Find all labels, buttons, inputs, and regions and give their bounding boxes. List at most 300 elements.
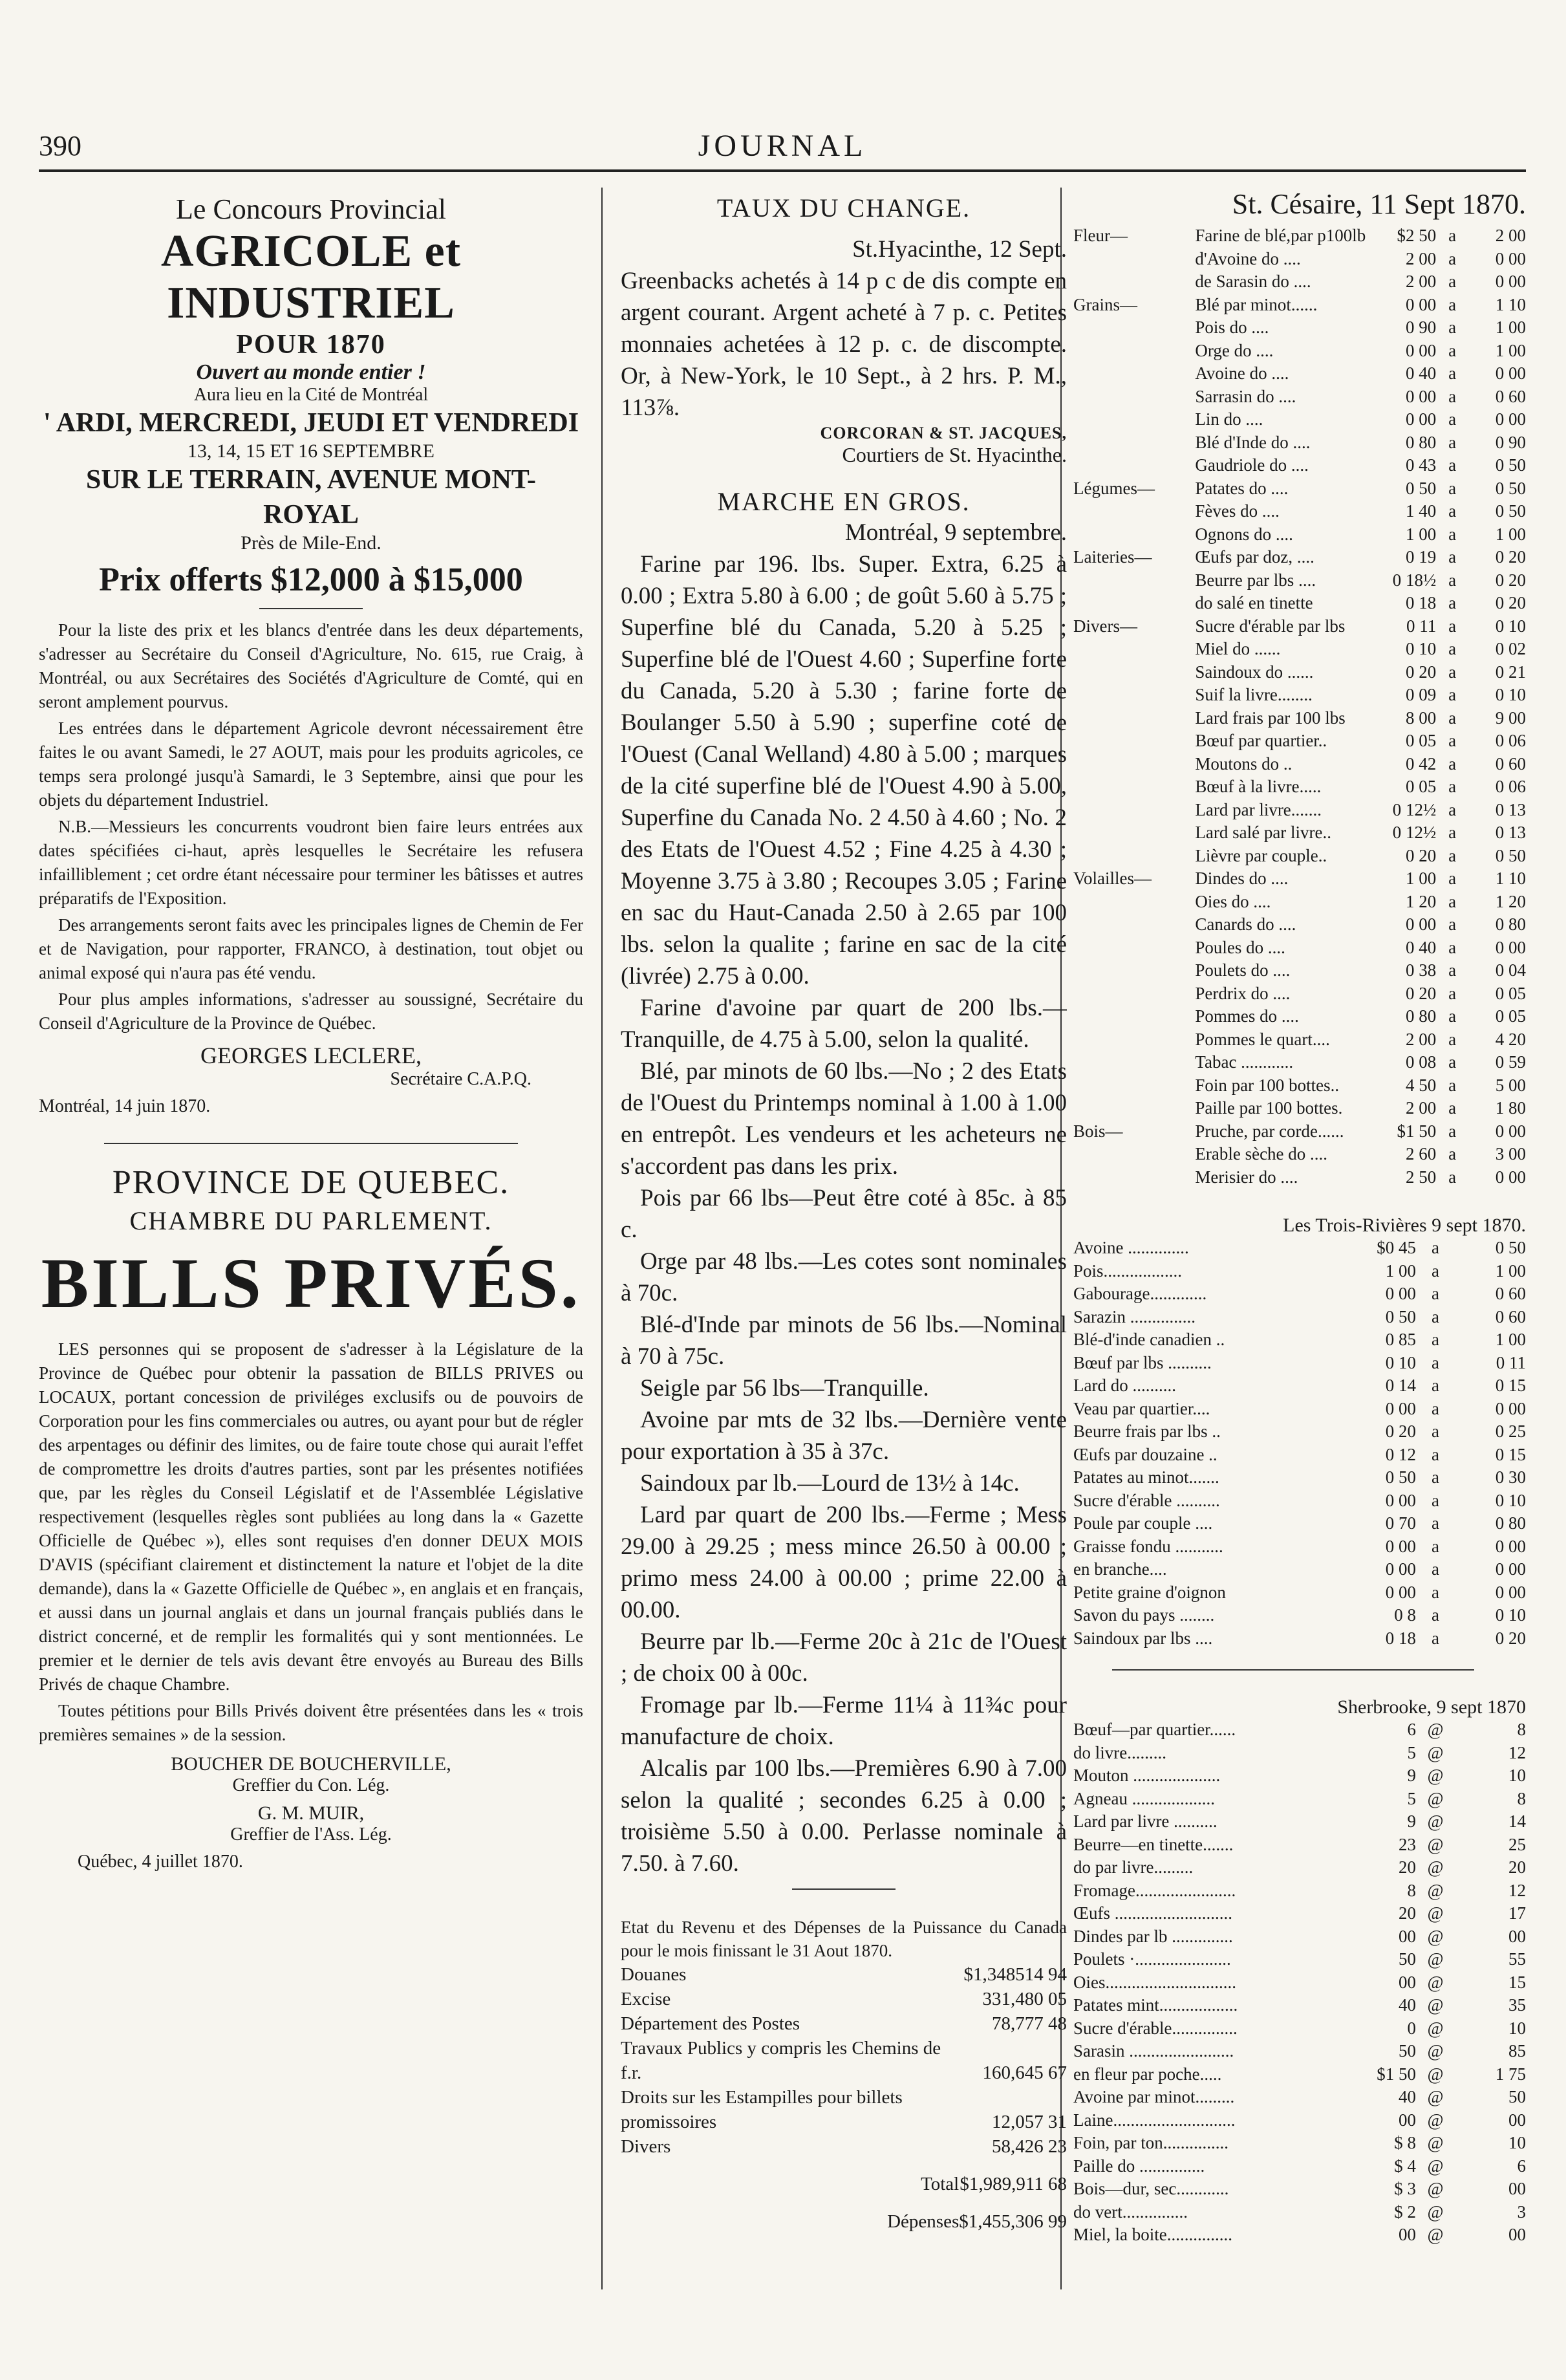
price-low: 0 00 bbox=[1385, 1559, 1416, 1579]
journal-title: JOURNAL bbox=[698, 129, 867, 163]
price-low: 0 70 bbox=[1385, 1513, 1416, 1533]
price-row bbox=[1073, 1282, 1526, 1306]
price-category bbox=[1073, 821, 1195, 845]
price-high: 1 00 bbox=[1495, 1260, 1526, 1281]
price-row bbox=[1073, 2223, 1526, 2247]
price-row bbox=[1073, 2109, 1526, 2132]
signer-name: G. M. MUIR, bbox=[257, 1802, 365, 1824]
price-low: 40 bbox=[1399, 1995, 1416, 2015]
price-item: Oies do .... bbox=[1195, 891, 1271, 911]
price-low: 0 8 bbox=[1394, 1605, 1416, 1625]
price-low: 00 bbox=[1399, 2110, 1416, 2130]
price-separator: a bbox=[1448, 386, 1457, 406]
price-high: 00 bbox=[1508, 2225, 1526, 2244]
price-low: 1 00 bbox=[1385, 1260, 1416, 1281]
price-high: 0 20 bbox=[1495, 593, 1526, 612]
province-title: PROVINCE DE QUEBEC. bbox=[112, 1164, 510, 1201]
price-separator: a bbox=[1448, 547, 1457, 567]
ad-paragraph: N.B.—Messieurs les concurrents voudront bien faire leurs entrées aux dates spécifiées ci-haut, après lesquelles le Secrétaire les refusera infailliblement ; cet ordre étant nécessaire pour terminer les bâtisses et autres préparatifs de l'Exposition. bbox=[39, 817, 583, 908]
price-item: Fromage....................... bbox=[1073, 1880, 1236, 1900]
price-high: 15 bbox=[1508, 1972, 1526, 1992]
market-paragraph: Farine par 196. lbs. Super. Extra, 6.25 à 0.00 ; Extra 5.80 à 6.00 ; de goût 5.60 à 5.75 ; Superfine blé du Canada, 5.20 à 5.25 ; Superfine blé de l'Ouest 4.60 ; Superfine forte du Canada, 5.20 à 5.30 ; farine forte de Boulanger 5.50 à 5.90 ; superfine coté de l'Ouest (Canal Welland) 4.80 à 5.00 ; marques de la cité superfine blé de l'Ouest 4.90 à 5.00, Superfine du Canada No. 2 4.50 à 4.60 ; No. 2 des Etats de l'Ouest 4.52 ; Fine 4.25 à 4.30 ; Moyenne 3.75 à 3.80 ; Recoupes 3.05 ; Farine en sac du Haut-Canada 2.50 à 2.65 par 100 lbs. selon la qualite ; farine en sac de la cité (livrée) 2.75 à 0.00. bbox=[621, 551, 1067, 990]
price-item: Pois.................. bbox=[1073, 1260, 1183, 1281]
price-low: 8 00 bbox=[1405, 708, 1437, 728]
market-body bbox=[621, 548, 1067, 1879]
price-item: Avoine .............. bbox=[1073, 1238, 1189, 1257]
price-separator: @ bbox=[1427, 1903, 1444, 1923]
price-item: Sarazin ............... bbox=[1073, 1306, 1196, 1326]
price-high: 0 11 bbox=[1496, 1352, 1526, 1372]
price-low: 0 00 bbox=[1405, 409, 1437, 429]
finance-row bbox=[621, 2134, 1067, 2159]
bills-title: BILLS PRIVÉS. bbox=[41, 1244, 581, 1323]
price-item: Lard par livre....... bbox=[1195, 799, 1322, 819]
divider bbox=[1112, 1669, 1474, 1671]
price-low: 20 bbox=[1399, 1903, 1416, 1923]
price-low: 0 18 bbox=[1405, 593, 1437, 612]
price-category bbox=[1073, 340, 1195, 363]
price-category bbox=[1073, 385, 1195, 409]
price-high: 0 50 bbox=[1495, 845, 1526, 865]
price-item: Blé d'Inde do .... bbox=[1195, 432, 1311, 452]
price-low: 0 19 bbox=[1405, 547, 1437, 567]
price-high: 1 10 bbox=[1495, 294, 1526, 314]
price-high: 0 02 bbox=[1495, 639, 1526, 658]
finance-table bbox=[621, 1962, 1067, 2234]
price-item: Savon du pays ........ bbox=[1073, 1605, 1215, 1625]
price-separator: a bbox=[1448, 1052, 1457, 1072]
price-row bbox=[1073, 1558, 1526, 1581]
price-separator: @ bbox=[1427, 1812, 1444, 1831]
price-category: Grains— bbox=[1073, 294, 1137, 314]
price-row bbox=[1073, 500, 1526, 523]
finance-label: Département des Postes bbox=[621, 2013, 800, 2034]
price-low: 0 20 bbox=[1405, 983, 1437, 1003]
price-item: Poulets ·...................... bbox=[1073, 1949, 1231, 1969]
price-row bbox=[1073, 385, 1526, 409]
price-low: 0 85 bbox=[1385, 1330, 1416, 1349]
price-category bbox=[1073, 638, 1195, 661]
price-category bbox=[1073, 1028, 1195, 1052]
price-high: 0 00 bbox=[1495, 1536, 1526, 1556]
finance-label: Divers bbox=[621, 2136, 671, 2157]
ad-venue: SUR LE TERRAIN, AVENUE MONT-ROYAL bbox=[86, 465, 536, 530]
price-low: 0 00 bbox=[1405, 340, 1437, 360]
price-item: Petite graine d'oignon bbox=[1073, 1582, 1226, 1602]
price-item: Mouton .................... bbox=[1073, 1766, 1221, 1785]
price-high: 0 00 bbox=[1495, 937, 1526, 957]
price-separator: @ bbox=[1427, 2087, 1444, 2106]
price-high: 6 bbox=[1517, 2156, 1526, 2176]
price-low: 0 20 bbox=[1405, 662, 1437, 682]
price-item: Bœuf par lbs .......... bbox=[1073, 1352, 1212, 1372]
price-item: Blé par minot...... bbox=[1195, 294, 1318, 314]
price-separator: a bbox=[1448, 639, 1457, 658]
price-high: 0 00 bbox=[1495, 1121, 1526, 1141]
price-item: Suif la livre........ bbox=[1195, 685, 1313, 704]
price-row bbox=[1073, 523, 1526, 546]
price-row bbox=[1073, 2040, 1526, 2063]
price-row bbox=[1073, 1444, 1526, 1467]
ad-title-line4: Ouvert au monde entier ! bbox=[196, 360, 426, 384]
price-high: 0 10 bbox=[1495, 1605, 1526, 1625]
finance-value: 78,777 48 bbox=[992, 2013, 1067, 2034]
ad-paragraph: Pour la liste des prix et les blancs d'entrée dans les deux départements, s'adresser au Secrétaire du Conseil d'Agriculture, No. 615, rue Craig, à Montréal, ou aux Secrétaires des Sociétés d'Agriculture de Comté, qui en seront amplement pourvus. bbox=[39, 620, 583, 711]
market-paragraph: Avoine par mts de 32 lbs.—Dernière vente pour exportation à 35 à 37c. bbox=[621, 1407, 1067, 1465]
finance-value: 58,426 23 bbox=[992, 2136, 1067, 2157]
price-high: 8 bbox=[1517, 1788, 1526, 1808]
bills-paragraph: Toutes pétitions pour Bills Privés doivent être présentées dans les « trois premières semaines » de la session. bbox=[39, 1701, 583, 1744]
price-row bbox=[1073, 1742, 1526, 1765]
price-category: Volailles— bbox=[1073, 869, 1152, 888]
price-high: 0 25 bbox=[1495, 1422, 1526, 1441]
price-high: 0 00 bbox=[1495, 1559, 1526, 1579]
price-row bbox=[1073, 294, 1526, 317]
price-item: Poules do .... bbox=[1195, 937, 1285, 957]
price-separator: a bbox=[1448, 845, 1457, 865]
price-high: 0 60 bbox=[1495, 1284, 1526, 1303]
price-row bbox=[1073, 248, 1526, 271]
price-separator: a bbox=[1432, 1444, 1439, 1464]
price-item: do livre......... bbox=[1073, 1742, 1166, 1762]
price-low: 0 40 bbox=[1405, 937, 1437, 957]
price-high: 0 15 bbox=[1495, 1376, 1526, 1395]
price-separator: a bbox=[1448, 501, 1457, 521]
price-separator: a bbox=[1432, 1628, 1439, 1648]
price-low: 0 14 bbox=[1385, 1376, 1416, 1395]
page-number: 390 bbox=[39, 130, 81, 162]
price-low: 0 00 bbox=[1385, 1284, 1416, 1303]
price-high: 0 20 bbox=[1495, 570, 1526, 590]
price-low: 1 00 bbox=[1405, 524, 1437, 544]
price-row bbox=[1073, 1051, 1526, 1074]
price-row bbox=[1073, 477, 1526, 501]
price-low: 0 38 bbox=[1405, 960, 1437, 980]
price-low: 4 50 bbox=[1405, 1075, 1437, 1095]
price-category: Bois— bbox=[1073, 1121, 1123, 1141]
price-item: Beurre par lbs .... bbox=[1195, 570, 1316, 590]
price-separator: a bbox=[1448, 960, 1457, 980]
market-paragraph: Blé-d'Inde par minots de 56 lbs.—Nominal à 70 à 75c. bbox=[621, 1312, 1067, 1370]
price-separator: a bbox=[1432, 1467, 1439, 1487]
finance-label: Travaux Publics y compris les Chemins de f.r. bbox=[621, 2038, 941, 2083]
price-low: $ 8 bbox=[1394, 2133, 1416, 2152]
price-high: 10 bbox=[1508, 1766, 1526, 1785]
price-category bbox=[1073, 1074, 1195, 1098]
price-item: Farine de blé,par p100lb bbox=[1195, 226, 1366, 245]
header-rule bbox=[39, 169, 1526, 172]
price-item: Foin, par ton............... bbox=[1073, 2133, 1228, 2152]
price-row bbox=[1073, 1328, 1526, 1352]
ad-title-line2: AGRICOLE et INDUSTRIEL bbox=[160, 226, 462, 328]
price-high: 0 90 bbox=[1495, 432, 1526, 452]
price-low: 0 00 bbox=[1405, 386, 1437, 406]
price-high: 10 bbox=[1508, 2018, 1526, 2038]
price-separator: a bbox=[1448, 891, 1457, 911]
market-paragraph: Lard par quart de 200 lbs.—Ferme ; Mess 29.00 à 29.25 ; mess mince 26.50 à 00.00 ; primo mess 24.00 à 00.00 ; prime 22.00 à 00.00. bbox=[621, 1502, 1067, 1623]
price-item: Patates mint.................. bbox=[1073, 1995, 1238, 2015]
price-low: 0 18 bbox=[1385, 1628, 1416, 1648]
exchange-text: Greenbacks achetés à 14 p c de dis compte en argent courant. Argent acheté à 7 p. c. Petites monnaies achetées à 12 p. c. de discompte. Or, à New-York, le 10 Sept., à 2 hrs. P. M., 113⅞. bbox=[621, 268, 1067, 421]
price-separator: a bbox=[1448, 662, 1457, 682]
price-low: 0 80 bbox=[1405, 1006, 1437, 1026]
price-separator: @ bbox=[1427, 1720, 1444, 1739]
market-st-cesaire-table bbox=[1073, 224, 1526, 1189]
price-category bbox=[1073, 959, 1195, 982]
price-item: Poulets do .... bbox=[1195, 960, 1291, 980]
price-item: Blé-d'inde canadien .. bbox=[1073, 1330, 1225, 1349]
market-paragraph: Pois par 66 lbs—Peut être coté à 85c. à 85 c. bbox=[621, 1185, 1067, 1243]
price-low: 40 bbox=[1399, 2087, 1416, 2106]
price-separator: a bbox=[1448, 616, 1457, 636]
price-low: 0 40 bbox=[1405, 363, 1437, 383]
price-low: 0 20 bbox=[1385, 1422, 1416, 1441]
price-row bbox=[1073, 408, 1526, 431]
price-item: Sucre d'érable............... bbox=[1073, 2018, 1238, 2038]
finance-expense-value: $1,455,306 99 bbox=[959, 2211, 1067, 2232]
price-high: 4 20 bbox=[1495, 1029, 1526, 1049]
price-category bbox=[1073, 270, 1195, 294]
price-category bbox=[1073, 730, 1195, 753]
price-row bbox=[1073, 799, 1526, 822]
price-high: 85 bbox=[1508, 2041, 1526, 2061]
price-low: 0 00 bbox=[1385, 1490, 1416, 1510]
divider bbox=[792, 1888, 896, 1890]
price-low: 0 00 bbox=[1385, 1398, 1416, 1418]
price-category bbox=[1073, 431, 1195, 455]
price-row bbox=[1073, 316, 1526, 340]
price-item: Lard salé par livre.. bbox=[1195, 823, 1332, 842]
price-row bbox=[1073, 638, 1526, 661]
price-high: 0 80 bbox=[1495, 914, 1526, 934]
price-high: 35 bbox=[1508, 1995, 1526, 2015]
price-row bbox=[1073, 1074, 1526, 1098]
price-item: d'Avoine do .... bbox=[1195, 248, 1301, 268]
price-row bbox=[1073, 2155, 1526, 2178]
price-row bbox=[1073, 891, 1526, 914]
price-separator: a bbox=[1448, 294, 1457, 314]
price-item: Moutons do .. bbox=[1195, 753, 1292, 774]
price-row bbox=[1073, 2132, 1526, 2155]
price-item: Lard do .......... bbox=[1073, 1376, 1176, 1395]
price-high: 00 bbox=[1508, 2179, 1526, 2198]
price-category bbox=[1073, 936, 1195, 960]
price-separator: a bbox=[1448, 1121, 1457, 1141]
price-item: Avoine par minot......... bbox=[1073, 2087, 1235, 2106]
market-trois-rivieres-table bbox=[1073, 1237, 1526, 1650]
price-separator: a bbox=[1432, 1376, 1439, 1395]
price-separator: a bbox=[1448, 524, 1457, 544]
price-row bbox=[1073, 1489, 1526, 1513]
signer-name: BOUCHER DE BOUCHERVILLE, bbox=[171, 1753, 451, 1775]
finance-total-label: Total bbox=[921, 2174, 960, 2194]
price-item: Agneau ................... bbox=[1073, 1788, 1215, 1808]
price-separator: @ bbox=[1427, 2110, 1444, 2130]
price-row bbox=[1073, 775, 1526, 799]
price-row bbox=[1073, 1260, 1526, 1283]
price-item: Bœuf—par quartier...... bbox=[1073, 1720, 1236, 1739]
price-separator: a bbox=[1448, 731, 1457, 750]
price-low: 0 00 bbox=[1385, 1536, 1416, 1556]
price-row bbox=[1073, 913, 1526, 936]
price-high: 50 bbox=[1508, 2087, 1526, 2106]
price-high: 12 bbox=[1508, 1880, 1526, 1900]
price-row bbox=[1073, 1237, 1526, 1260]
price-row bbox=[1073, 1581, 1526, 1605]
price-low: 9 bbox=[1407, 1812, 1416, 1831]
price-row bbox=[1073, 1718, 1526, 1742]
price-high: 12 bbox=[1508, 1742, 1526, 1762]
signer-role: Secrétaire C.A.P.Q. bbox=[390, 1069, 531, 1089]
price-row bbox=[1073, 1994, 1526, 2017]
price-row bbox=[1073, 2063, 1526, 2086]
price-high: 0 00 bbox=[1495, 363, 1526, 383]
price-item: Lard par livre .......... bbox=[1073, 1812, 1217, 1831]
finance-total-value: $1,989,911 68 bbox=[960, 2174, 1067, 2194]
price-high: 0 13 bbox=[1495, 823, 1526, 842]
price-item: Merisier do .... bbox=[1195, 1167, 1298, 1187]
price-category bbox=[1073, 248, 1195, 271]
price-high: 0 00 bbox=[1495, 1398, 1526, 1418]
price-low: 0 00 bbox=[1385, 1582, 1416, 1602]
price-separator: @ bbox=[1427, 1834, 1444, 1854]
ad-title-line1: Le Concours Provincial bbox=[176, 193, 446, 225]
price-row bbox=[1073, 1627, 1526, 1650]
price-category: Laiteries— bbox=[1073, 547, 1152, 567]
price-category bbox=[1073, 1005, 1195, 1028]
price-item: Orge do .... bbox=[1195, 340, 1274, 360]
price-separator: @ bbox=[1427, 2041, 1444, 2061]
price-category bbox=[1073, 845, 1195, 868]
market-date: Montréal, 9 septembre. bbox=[844, 519, 1067, 546]
price-item: Veau par quartier.... bbox=[1073, 1398, 1210, 1418]
price-high: 0 21 bbox=[1495, 662, 1526, 682]
price-low: 50 bbox=[1399, 1949, 1416, 1969]
price-separator: a bbox=[1448, 983, 1457, 1003]
price-separator: @ bbox=[1427, 1788, 1444, 1808]
finance-value: 331,480 05 bbox=[982, 1989, 1067, 2009]
finance-total-row bbox=[621, 2159, 1067, 2196]
exchange-date: St.Hyacinthe, 12 Sept. bbox=[852, 236, 1067, 263]
price-low: 0 bbox=[1407, 2018, 1416, 2038]
price-high: 9 00 bbox=[1495, 708, 1526, 728]
price-row bbox=[1073, 1925, 1526, 1949]
price-row bbox=[1073, 2178, 1526, 2201]
price-separator: a bbox=[1448, 1075, 1457, 1095]
price-separator: a bbox=[1432, 1490, 1439, 1510]
price-high: 55 bbox=[1508, 1949, 1526, 1969]
price-high: 00 bbox=[1508, 1926, 1526, 1946]
price-high: 0 60 bbox=[1495, 386, 1526, 406]
price-high: 0 10 bbox=[1495, 685, 1526, 704]
price-high: 2 00 bbox=[1495, 226, 1526, 245]
price-separator: @ bbox=[1427, 1949, 1444, 1969]
price-row bbox=[1073, 867, 1526, 891]
price-category bbox=[1073, 684, 1195, 707]
price-row bbox=[1073, 1306, 1526, 1329]
price-item: Sarasin ........................ bbox=[1073, 2041, 1234, 2061]
price-high: 0 00 bbox=[1495, 409, 1526, 429]
price-item: Sarrasin do .... bbox=[1195, 386, 1296, 406]
price-category bbox=[1073, 569, 1195, 592]
price-low: 0 09 bbox=[1405, 685, 1437, 704]
price-low: 2 00 bbox=[1405, 1098, 1437, 1118]
chamber-title: CHAMBRE DU PARLEMENT. bbox=[129, 1206, 493, 1235]
price-low: 0 43 bbox=[1405, 455, 1437, 475]
price-category bbox=[1073, 454, 1195, 477]
price-row bbox=[1073, 340, 1526, 363]
price-row bbox=[1073, 1466, 1526, 1489]
price-category bbox=[1073, 408, 1195, 431]
price-low: 0 12½ bbox=[1392, 823, 1437, 842]
price-category bbox=[1073, 891, 1195, 914]
price-high: 1 75 bbox=[1495, 2064, 1526, 2084]
price-separator: @ bbox=[1427, 2179, 1444, 2198]
price-row bbox=[1073, 936, 1526, 960]
price-low: 2 60 bbox=[1405, 1144, 1437, 1163]
price-item: Lard frais par 100 lbs bbox=[1195, 708, 1346, 728]
price-item: Canards do .... bbox=[1195, 914, 1296, 934]
price-separator: @ bbox=[1427, 2202, 1444, 2222]
price-separator: a bbox=[1432, 1306, 1439, 1326]
finance-intro: Etat du Revenu et des Dépenses de la Puissance du Canada pour le mois finissant le 31 Aout 1870. bbox=[621, 1918, 1067, 1960]
price-low: $1 50 bbox=[1397, 1121, 1437, 1141]
price-high: 14 bbox=[1508, 1812, 1526, 1831]
price-row bbox=[1073, 615, 1526, 638]
price-item: Laine............................ bbox=[1073, 2110, 1236, 2130]
price-row bbox=[1073, 592, 1526, 615]
price-low: 0 80 bbox=[1405, 432, 1437, 452]
price-row bbox=[1073, 982, 1526, 1006]
price-row bbox=[1073, 661, 1526, 684]
price-separator: a bbox=[1432, 1513, 1439, 1533]
price-high: 0 00 bbox=[1495, 272, 1526, 291]
price-separator: a bbox=[1448, 823, 1457, 842]
price-separator: a bbox=[1448, 914, 1457, 934]
market-paragraph: Blé, par minots de 60 lbs.—No ; 2 des Etats de l'Ouest du Printemps nominal à 1.00 à 1.00 en entrepôt. Les vendeurs et les acheteurs ne s'accordent pas dans les prix. bbox=[621, 1058, 1067, 1180]
price-category bbox=[1073, 661, 1195, 684]
price-separator: a bbox=[1448, 1006, 1457, 1026]
ad-location: Aura lieu en la Cité de Montréal bbox=[193, 385, 429, 405]
market-paragraph: Seigle par 56 lbs—Tranquille. bbox=[640, 1375, 929, 1401]
price-low: 9 bbox=[1407, 1766, 1416, 1785]
column-right bbox=[1073, 188, 1526, 2322]
price-row bbox=[1073, 1856, 1526, 1879]
market-paragraph: Fromage par lb.—Ferme 11¼ à 11¾c pour manufacture de choix. bbox=[621, 1692, 1067, 1750]
price-item: Bœuf par quartier.. bbox=[1195, 731, 1327, 750]
dateline: Québec, 4 juillet 1870. bbox=[78, 1852, 243, 1872]
price-low: 0 50 bbox=[1405, 478, 1437, 498]
price-high: 1 80 bbox=[1495, 1098, 1526, 1118]
price-row bbox=[1073, 546, 1526, 569]
price-high: 1 00 bbox=[1495, 524, 1526, 544]
price-separator: a bbox=[1448, 272, 1457, 291]
price-item: Œufs par douzaine .. bbox=[1073, 1444, 1217, 1464]
price-category bbox=[1073, 753, 1195, 776]
price-item: Paille do ............... bbox=[1073, 2156, 1205, 2176]
price-high: 0 13 bbox=[1495, 799, 1526, 819]
finance-expense-row bbox=[621, 2196, 1067, 2234]
price-item: Miel, la boite............... bbox=[1073, 2225, 1232, 2244]
divider bbox=[259, 608, 363, 609]
price-item: Bois—dur, sec............ bbox=[1073, 2179, 1229, 2198]
price-category bbox=[1073, 775, 1195, 799]
price-low: 00 bbox=[1399, 1926, 1416, 1946]
price-item: Patates do .... bbox=[1195, 478, 1289, 498]
dateline: Montréal, 14 juin 1870. bbox=[39, 1096, 211, 1116]
price-high: 0 20 bbox=[1495, 547, 1526, 567]
price-separator: @ bbox=[1427, 1857, 1444, 1877]
